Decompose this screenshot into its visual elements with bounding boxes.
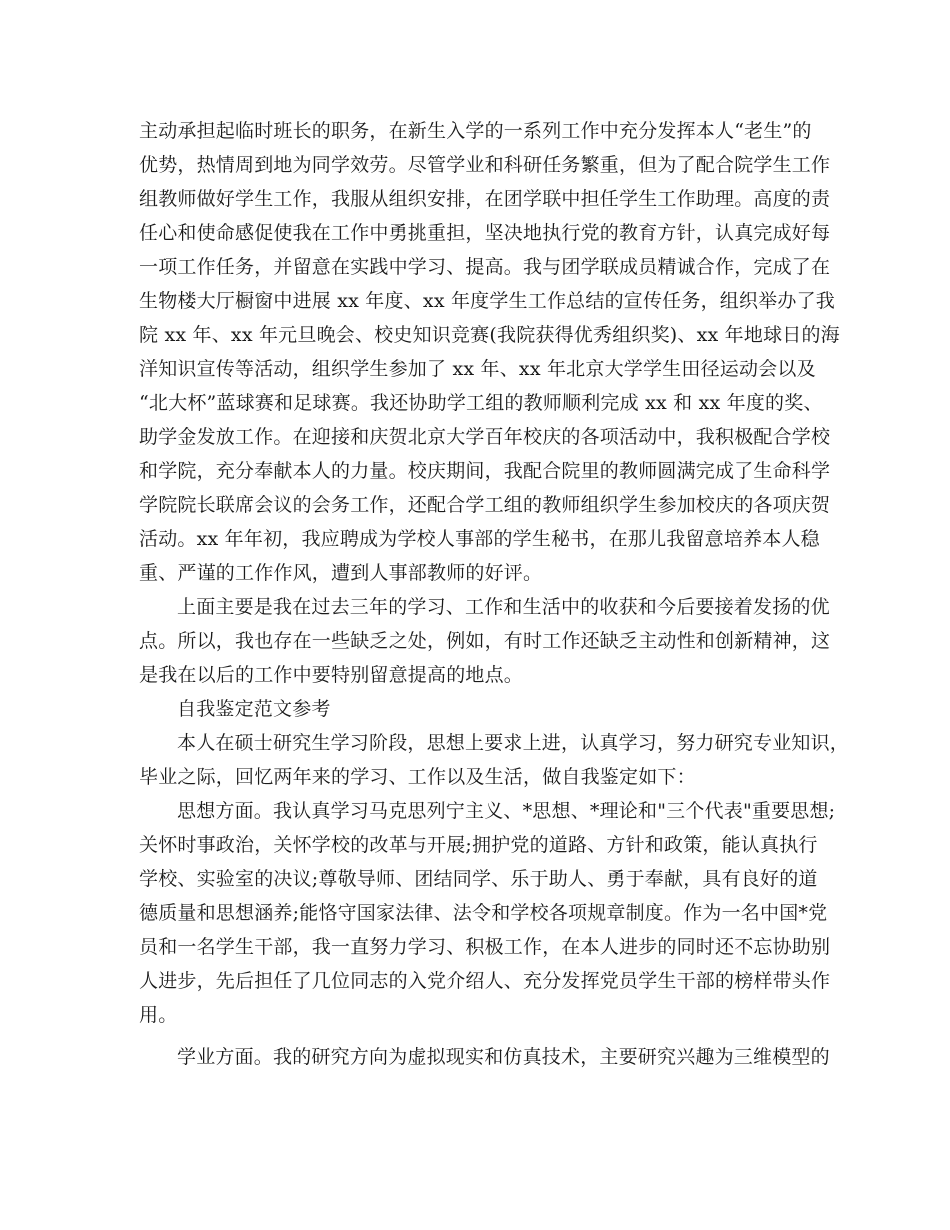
text-line: 和学院，充分奉献本人的力量。校庆期间，我配合院里的教师圆满完成了生命科学	[139, 460, 831, 482]
paragraph-start-line: 本人在硕士研究生学习阶段，思想上要求上进，认真学习，努力研究专业知识，	[177, 732, 850, 754]
text-line: 洋知识宣传等活动，组织学生参加了 xx 年、xx 年北京大学学生田径运动会以及	[139, 358, 816, 380]
text-line: 重、严谨的工作作风，遭到人事部教师的好评。	[139, 562, 543, 584]
paragraph-start-line: 学业方面。我的研究方向为虚拟现实和仿真技术，主要研究兴趣为三维模型的	[177, 1046, 830, 1068]
text-line: 用。	[139, 1004, 178, 1026]
text-line: 学院院长联席会议的会务工作，还配合学工组的教师组织学生参加校庆的各项庆贺	[139, 494, 831, 516]
text-line: 德质量和思想涵养;能恪守国家法律、法令和学校各项规章制度。作为一名中国*党	[139, 902, 828, 924]
text-line: 活动。xx 年年初，我应聘成为学校人事部的学生秘书，在那儿我留意培养本人稳	[139, 528, 820, 550]
text-line: 人进步，先后担任了几位同志的入党介绍人、充分发挥党员学生干部的榜样带头作	[139, 970, 831, 992]
paragraph-start-line: 思想方面。我认真学习马克思列宁主义、*思想、*理论和"三个代表"重要思想;	[177, 800, 836, 822]
text-line: 优势，热情周到地为同学效劳。尽管学业和科研任务繁重，但为了配合院学生工作	[139, 154, 831, 176]
text-line: 毕业之际，回忆两年来的学习、工作以及生活，做自我鉴定如下：	[139, 766, 696, 788]
text-line: 点。所以，我也存在一些缺乏之处，例如，有时工作还缺乏主动性和创新精神，这	[139, 630, 831, 652]
text-line: 主动承担起临时班长的职务，在新生入学的一系列工作中充分发挥本人“老生”的	[139, 120, 812, 142]
text-line: 学校、实验室的决议;尊敬导师、团结同学、乐于助人、勇于奉献，具有良好的道	[139, 868, 818, 890]
text-line: 生物楼大厅橱窗中进展 xx 年度、xx 年度学生工作总结的宣传任务，组织举办了我	[139, 290, 835, 312]
text-line: 员和一名学生干部，我一直努力学习、积极工作，在本人进步的同时还不忘协助别	[139, 936, 831, 958]
text-line: “北大杯”蓝球赛和足球赛。我还协助学工组的教师顺利完成 xx 和 xx 年度的奖、	[139, 392, 823, 414]
text-line: 组教师做好学生工作，我服从组织安排，在团学联中担任学生工作助理。高度的责	[139, 188, 831, 210]
text-line: 任心和使命感促使我在工作中勇挑重担，坚决地执行党的教育方针，认真完成好每	[139, 222, 831, 244]
text-line: 关怀时事政治，关怀学校的改革与开展;拥护党的道路、方针和政策，能认真执行	[139, 834, 818, 856]
text-line: 助学金发放工作。在迎接和庆贺北京大学百年校庆的各项活动中，我积极配合学校	[139, 426, 831, 448]
text-line: 是我在以后的工作中要特别留意提高的地点。	[139, 664, 524, 686]
text-line: 院 xx 年、xx 年元旦晚会、校史知识竞赛(我院获得优秀组织奖)、xx 年地球日的海	[139, 324, 840, 346]
section-heading: 自我鉴定范文参考	[177, 698, 331, 720]
text-line: 一项工作任务，并留意在实践中学习、提高。我与团学联成员精诚合作，完成了在	[139, 256, 831, 278]
paragraph-start-line: 上面主要是我在过去三年的学习、工作和生活中的收获和今后要接着发扬的优	[177, 596, 830, 618]
